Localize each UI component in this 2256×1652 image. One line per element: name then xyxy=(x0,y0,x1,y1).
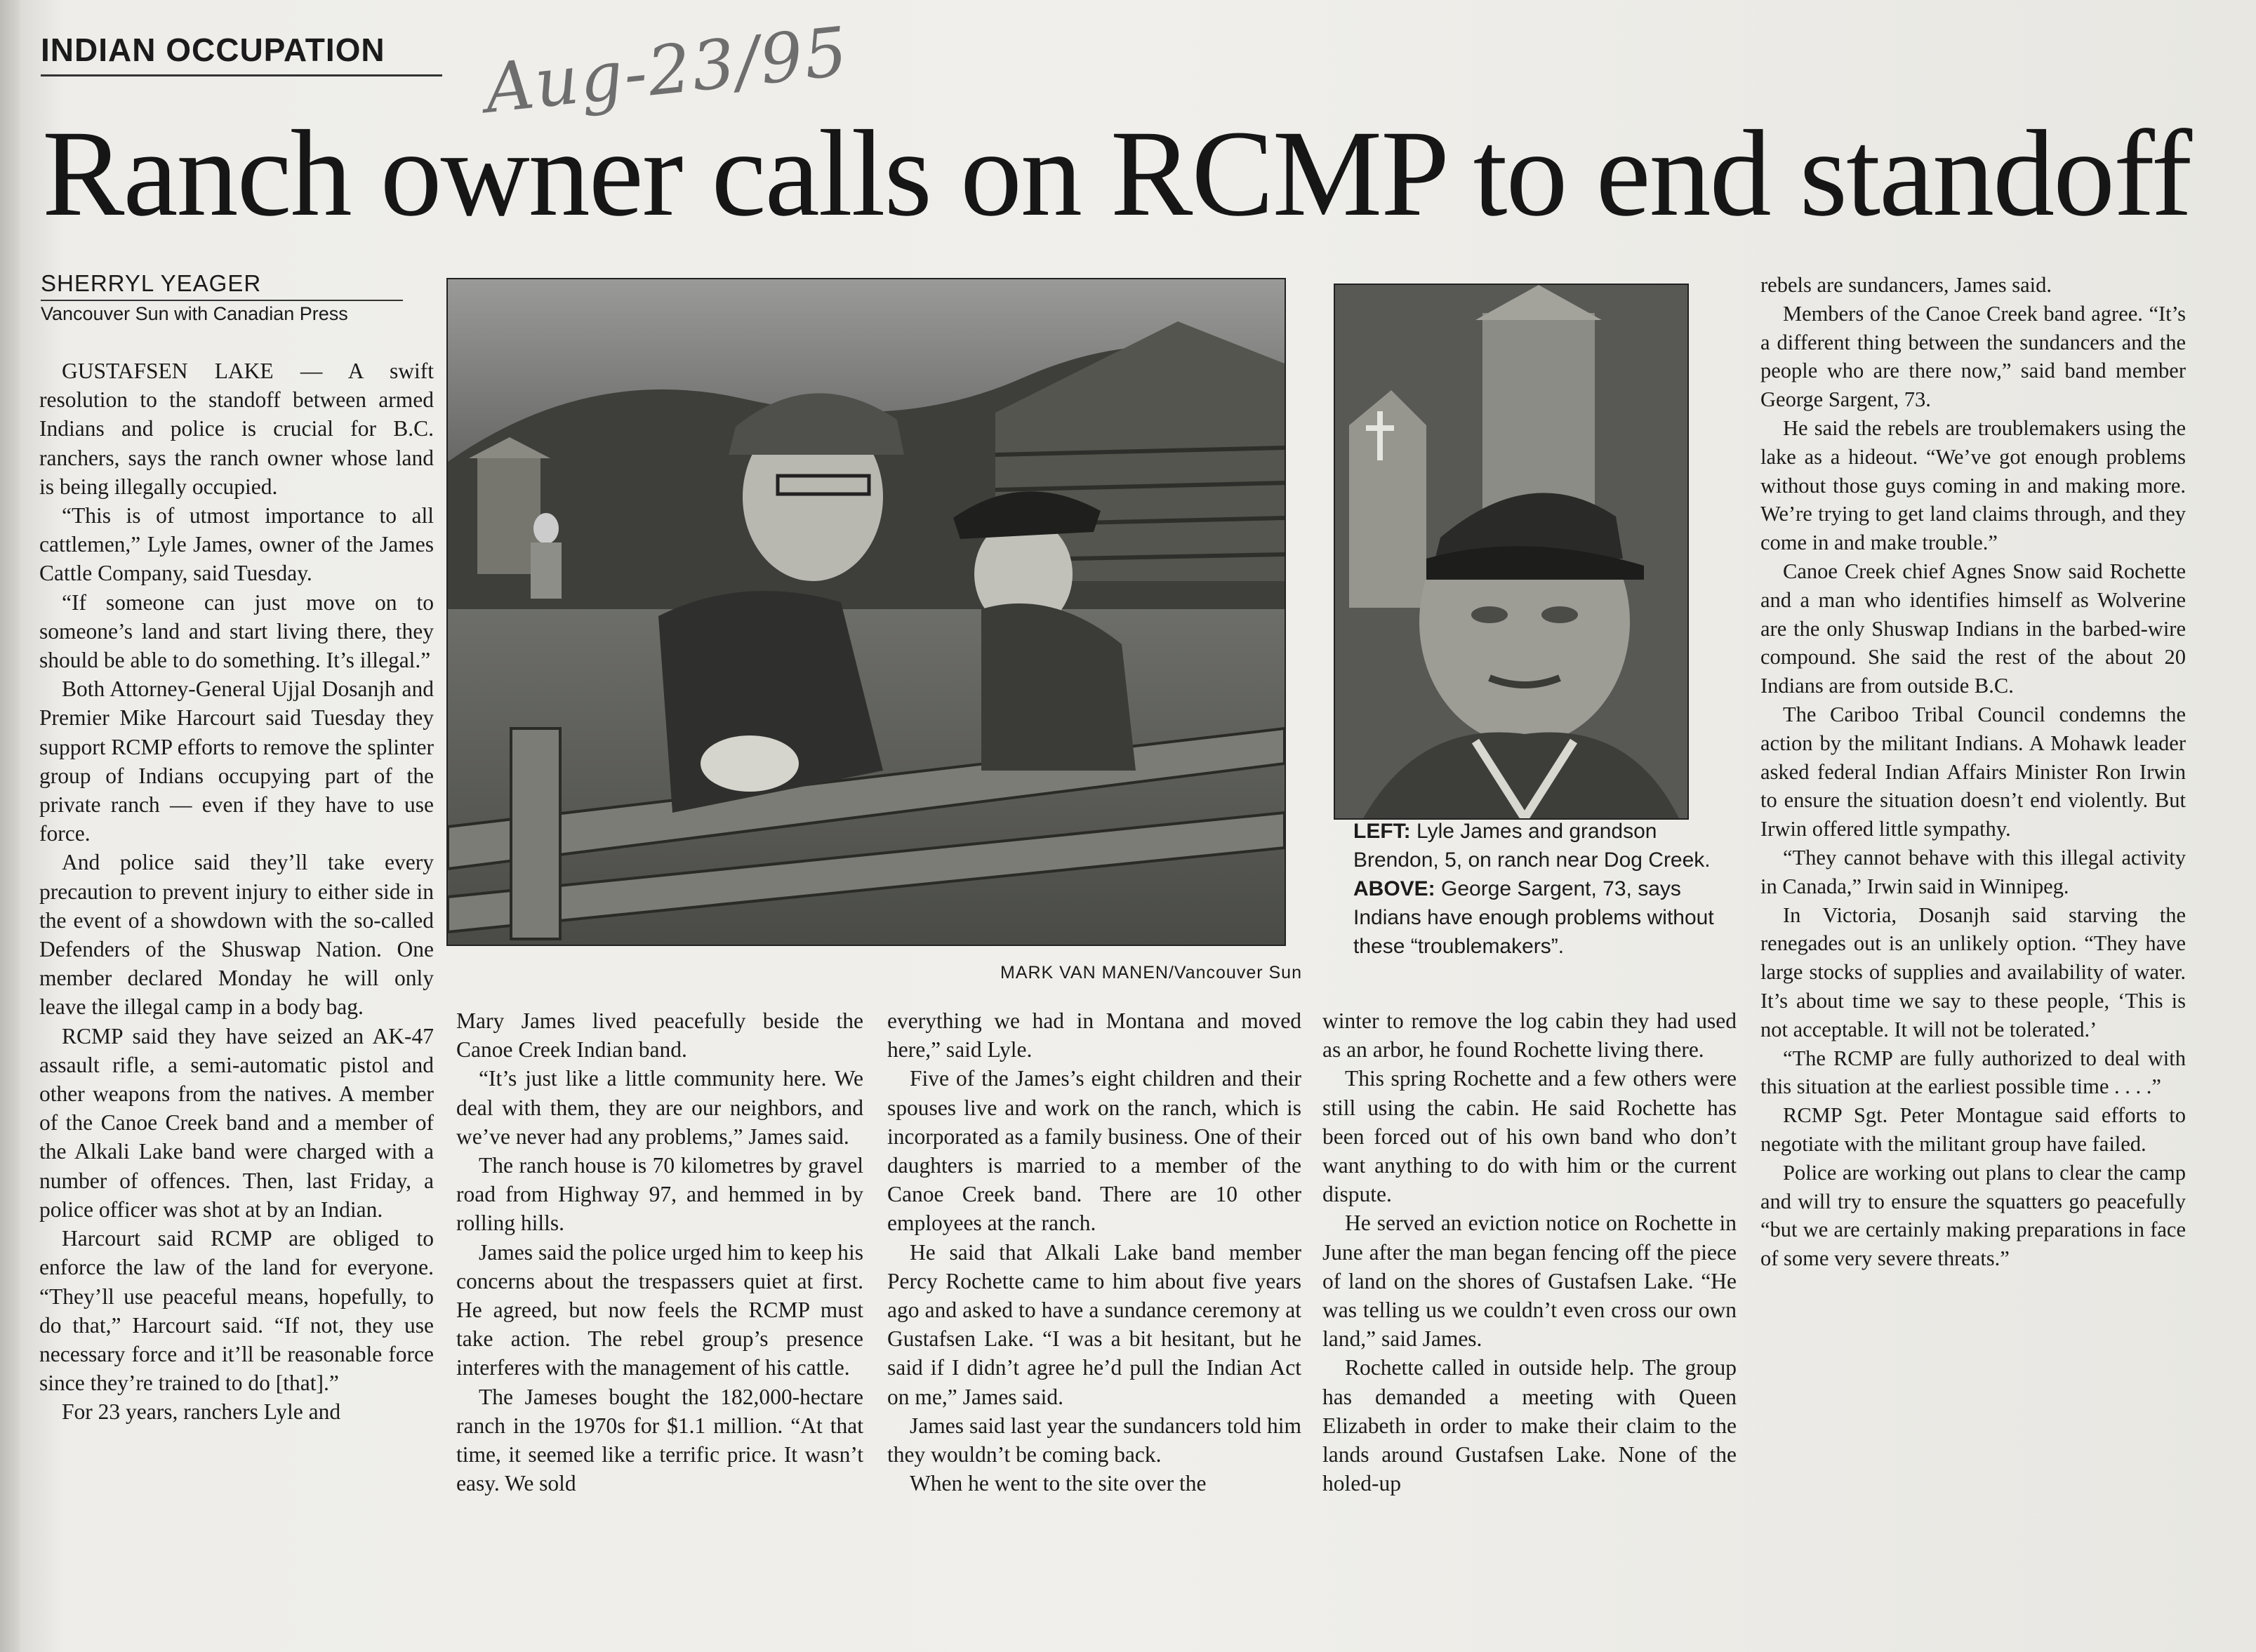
caption-above-label: ABOVE: xyxy=(1353,877,1435,900)
paragraph: RCMP said they have seized an AK-47 assault rifle, a semi-automatic pistol and other weapons from the natives. A member of the Canoe Creek band and a member of the Alkali Lake band were charged with a number of offences. Then, last Friday, a police officer was shot at by an Indian. xyxy=(39,1023,434,1222)
paragraph: The Cariboo Tribal Council condemns the action by the militant Indians. A Mohawk leader asked federal Indian Affairs Minister Ron Irwin to ensure the situation doesn’t end violently. But Irwin offered little sympathy. xyxy=(1760,702,2186,841)
portrait-photo-image xyxy=(1335,285,1687,818)
paragraph: The ranch house is 70 kilometres by gravel road from Highway 97, and hemmed in by rolling hills. xyxy=(456,1153,863,1236)
paragraph: Mary James lived peacefully beside the Canoe Creek Indian band. xyxy=(456,1008,863,1063)
portrait-photo xyxy=(1334,284,1689,820)
article-column-4 xyxy=(1322,1006,1737,1498)
paragraph: Canoe Creek chief Agnes Snow said Rochette and a man who identifies himself as Wolverine are the only Shuswap Indians in the barbed-wire compound. She said the rest of the about 20 Indians are from outside B.C. xyxy=(1760,559,2186,698)
paragraph: everything we had in Montana and moved here,” said Lyle. xyxy=(887,1008,1301,1063)
paragraph: Rochette called in outside help. The group has demanded a meeting with Queen Elizabeth in order to make their claim to the lands around Gustafsen Lake. None of the holed-up xyxy=(1322,1355,1737,1496)
paragraph: For 23 years, ranchers Lyle and xyxy=(62,1399,341,1425)
paragraph: He served an eviction notice on Rochette in June after the man began fencing off the piece of land on the shores of Gustafsen Lake. “He was telling us we couldn’t even cross our own land,” said James. xyxy=(1322,1211,1737,1352)
ranch-photo-image xyxy=(448,279,1285,945)
paragraph: Members of the Canoe Creek band agree. “It’s a different thing between the sundancers and the people who are there now,” said band member George Sargent, 73. xyxy=(1760,301,2186,412)
paragraph: GUSTAFSEN LAKE — A swift resolution to the standoff between armed Indians and police is crucial for B.C. ranchers, says the ranch owner whose land is being illegally occupied. xyxy=(39,359,434,499)
article-column-5 xyxy=(1760,271,2186,1273)
paragraph: James said last year the sundancers told him they wouldn’t be coming back. xyxy=(887,1413,1301,1467)
paragraph: “They cannot behave with this illegal activity in Canada,” Irwin said in Winnipeg. xyxy=(1760,845,2186,898)
handwritten-date: Aug-23/95 xyxy=(481,12,853,128)
paragraph: He said that Alkali Lake band member Percy Rochette came to him about five years ago and asked to have a sundance ceremony at Gustafsen Lake. “I was a bit hesitant, but he said if I didn’t agree he’d pull the Indian Act on me,” James said. xyxy=(887,1239,1301,1409)
article-column-1 xyxy=(39,357,434,1427)
paragraph: “It’s just like a little community here. We deal with them, they are our neighbors, and we’ve never had any problems,” James said. xyxy=(456,1066,863,1149)
ranch-photo xyxy=(446,278,1286,946)
paragraph: James said the police urged him to keep his concerns about the trespassers quiet at first. He agreed, but now feels the RCMP must take action. The rebel group’s presence interferes with the management of his cattle. xyxy=(456,1239,863,1380)
paragraph: This spring Rochette and a few others were still using the cabin. He said Rochette has been forced out of his own band who don’t want anything to do with him or the current dispute. xyxy=(1322,1066,1737,1207)
caption-left-label: LEFT: xyxy=(1353,820,1411,843)
paragraph: When he went to the site over the xyxy=(910,1471,1207,1496)
paragraph: He said the rebels are troublemakers using the lake as a hideout. “We’ve got enough problems without those guys coming in and making more. We’re trying to get land claims through, and they come in and make trouble.” xyxy=(1760,415,2186,555)
wire-source: Vancouver Sun with Canadian Press xyxy=(41,303,348,324)
article-column-2 xyxy=(456,1006,863,1498)
paragraph: RCMP Sgt. Peter Montague said efforts to negotiate with the militant group have failed. xyxy=(1760,1103,2186,1156)
paragraph: The Jameses bought the 182,000-hectare ranch in the 1970s for $1.1 million. “At that time, it seemed like a terrific price. It wasn’t easy. We sold xyxy=(456,1384,863,1496)
article-column-3 xyxy=(887,1006,1301,1498)
caption-above-text: George Sargent, 73, says Indians have enough problems without these “troublemakers”. xyxy=(1353,877,1714,958)
caption-left-text: Lyle James and grandson Brendon, 5, on ranch near Dog Creek. xyxy=(1353,820,1711,872)
paragraph: “This is of utmost importance to all cattlemen,” Lyle James, owner of the James Cattle Company, said Tuesday. xyxy=(39,503,434,586)
paragraph: rebels are sundancers, James said. xyxy=(1760,273,2052,297)
paragraph: winter to remove the log cabin they had used as an arbor, he found Rochette living there. xyxy=(1322,1008,1737,1063)
paragraph: Five of the James’s eight children and their spouses live and work on the ranch, which is incorporated as a family business. One of their daughters is married to a member of the Canoe Creek band. There are 10 other employees at the ranch. xyxy=(887,1066,1301,1236)
paragraph: “If someone can just move on to someone’s land and start living there, they should be able to do something. It’s illegal.” xyxy=(39,589,434,673)
headline: Ranch owner calls on RCMP to end standoff xyxy=(42,105,2191,242)
paragraph: And police said they’ll take every precaution to prevent injury to either side in the event of a showdown with the so-called Defenders of the Shuswap Nation. One member declared Monday he will only leave the illegal camp in a body bag. xyxy=(39,850,434,1020)
paragraph: Harcourt said RCMP are obliged to enforce the law of the land for everyone. “They’ll use peaceful means, hopefully, to do that,” Harcourt said. “If not, they use necessary force and it’ll be reasonable force since they’re trained to do [that].” xyxy=(39,1226,434,1396)
paragraph: “The RCMP are fully authorized to deal with this situation at the earliest possible time . . . .” xyxy=(1760,1046,2186,1099)
paragraph: Both Attorney-General Ujjal Dosanjh and Premier Mike Harcourt said Tuesday they support RCMP efforts to remove the splinter group of Indians occupying part of the private ranch — even if they have to use force. xyxy=(39,677,434,846)
section-kicker: INDIAN OCCUPATION xyxy=(41,31,442,76)
byline: SHERRYL YEAGER xyxy=(41,270,403,301)
photo-caption xyxy=(1353,817,1718,961)
paragraph: Police are working out plans to clear the camp and will try to ensure the squatters go peacefully “but we are certainly making preparations in face of some very severe threats.” xyxy=(1760,1160,2186,1271)
paragraph: In Victoria, Dosanjh said starving the renegades out is an unlikely option. “They have large stocks of supplies and availability of water. It’s about time we say to these people, ‘This is not acceptable. It will not be tolerated.’ xyxy=(1760,902,2186,1041)
page-edge xyxy=(0,0,20,1652)
photo-credit: MARK VAN MANEN/Vancouver Sun xyxy=(1000,963,1302,982)
